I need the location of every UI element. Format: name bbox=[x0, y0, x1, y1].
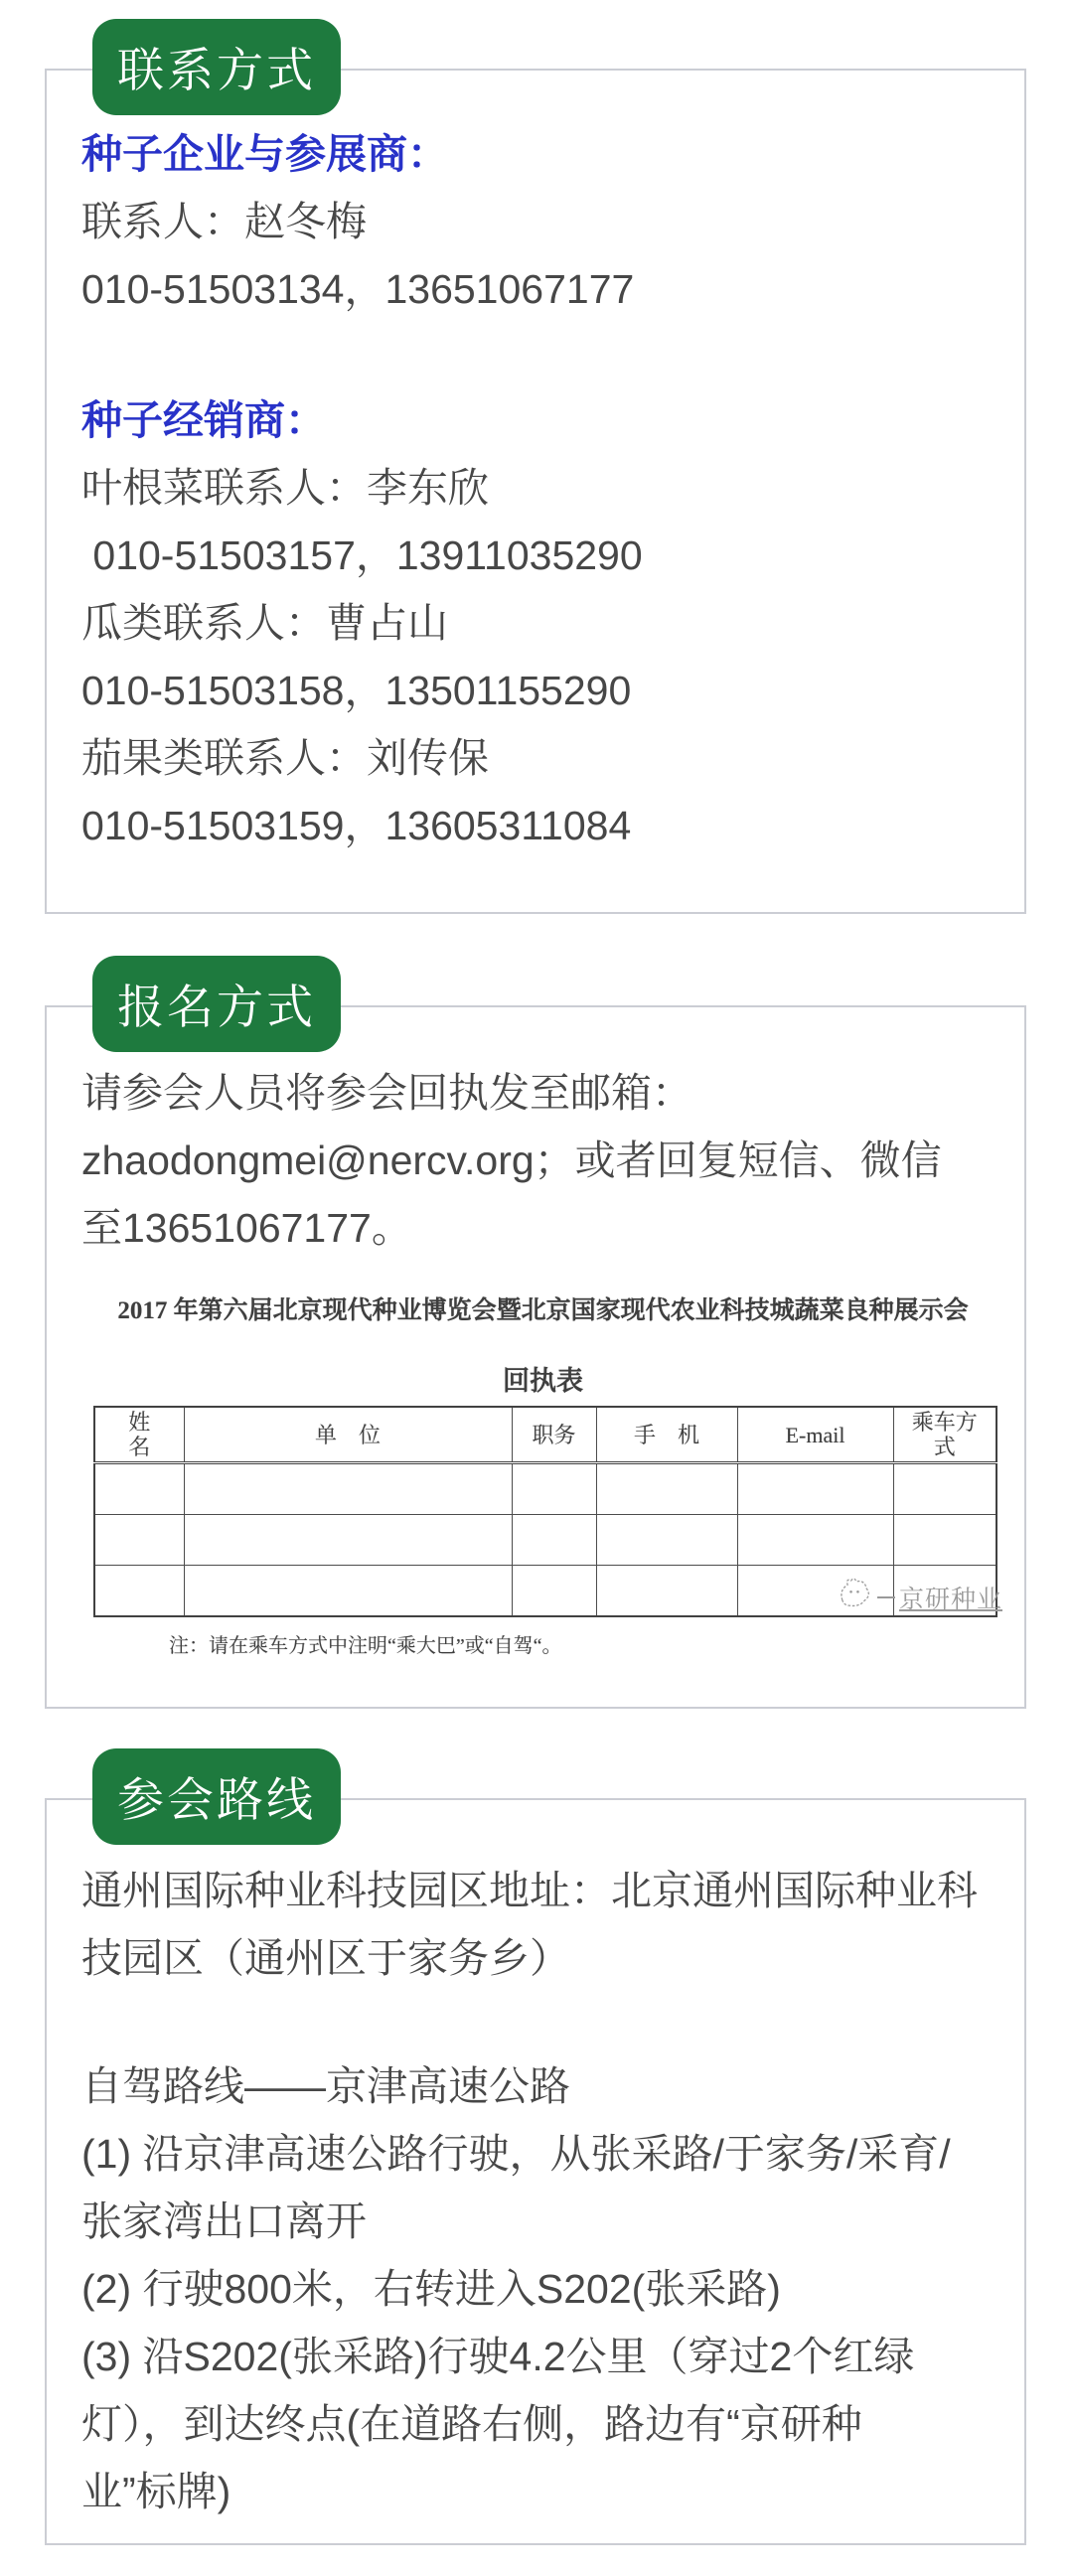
form-empty-cell bbox=[596, 1515, 737, 1566]
form-empty-cell bbox=[893, 1515, 996, 1566]
contact-badge: 联系方式 bbox=[92, 19, 341, 115]
form-empty-cell bbox=[512, 1566, 596, 1617]
form-empty-cell bbox=[737, 1463, 893, 1515]
contact-person-line: 叶根菜联系人：李东欣 bbox=[81, 465, 489, 511]
form-empty-cell bbox=[94, 1463, 184, 1515]
reply-form-subtitle: 回执表 bbox=[503, 1366, 583, 1396]
contact-person-line: 瓜类联系人：曹占山 bbox=[81, 600, 448, 646]
route-step-line: 灯），到达终点(在道路右侧，路边有“京研种 bbox=[81, 2401, 862, 2447]
form-empty-cell bbox=[184, 1566, 512, 1617]
form-empty-cell bbox=[512, 1463, 596, 1515]
form-empty-cell bbox=[596, 1463, 737, 1515]
watermark-dash bbox=[877, 1596, 895, 1598]
phone-line: 010-51503157，13911035290 bbox=[81, 532, 643, 578]
form-empty-cell bbox=[184, 1515, 512, 1566]
signup-instruction-line: 请参会人员将参会回执发至邮箱： bbox=[81, 1070, 692, 1116]
phone-line: 010-51503159，13605311084 bbox=[81, 803, 632, 848]
form-empty-cell bbox=[737, 1515, 893, 1566]
column-header-name: 姓名 bbox=[94, 1407, 184, 1463]
route-card bbox=[45, 1773, 1026, 2545]
signup-phone-line: 至13651067177。 bbox=[81, 1205, 412, 1251]
form-empty-cell bbox=[94, 1515, 184, 1566]
form-header-row bbox=[94, 1407, 996, 1463]
route-step-line: (2) 行驶800米，右转进入S202(张采路) bbox=[81, 2266, 781, 2312]
column-header-mobile: 手 机 bbox=[596, 1407, 737, 1463]
form-empty-cell bbox=[184, 1463, 512, 1515]
route-step-line: (3) 沿S202(张采路)行驶4.2公里（穿过2个红绿 bbox=[81, 2334, 915, 2379]
seed-company-logo-icon bbox=[836, 1575, 873, 1619]
column-header-position: 职务 bbox=[512, 1407, 596, 1463]
article-page bbox=[0, 44, 1073, 2576]
reply-form-image bbox=[81, 1294, 1004, 1659]
phone-line: 010-51503134，13651067177 bbox=[81, 266, 635, 312]
column-header-organization: 单 位 bbox=[184, 1407, 512, 1463]
form-empty-cell bbox=[94, 1566, 184, 1617]
reply-form-note: 注：请在乘车方式中注明“乘大巴”或“自驾“。 bbox=[169, 1635, 562, 1657]
route-address-line: 技园区（通州区于家务乡） bbox=[81, 1935, 570, 1981]
column-header-email: E-mail bbox=[737, 1407, 893, 1463]
form-empty-cell bbox=[893, 1463, 996, 1515]
form-empty-cell bbox=[512, 1515, 596, 1566]
column-header-transport: 乘车方式 bbox=[893, 1407, 996, 1463]
form-empty-row bbox=[94, 1515, 996, 1566]
contact-group2-title: 种子经销商： bbox=[81, 397, 326, 443]
phone-line: 010-51503158，13501155290 bbox=[81, 668, 632, 713]
form-empty-cell bbox=[596, 1566, 737, 1617]
signup-card bbox=[45, 981, 1026, 1709]
route-step-line: 业”标牌) bbox=[81, 2469, 231, 2514]
signup-email-line: zhaodongmei@nercv.org；或者回复短信、微信 bbox=[81, 1137, 942, 1183]
contact-person-line: 联系人：赵冬梅 bbox=[81, 199, 367, 244]
watermark-text: 京研种业 bbox=[898, 1585, 1002, 1613]
route-step-line: (1) 沿京津高速公路行驶，从张采路/于家务/采育/ bbox=[81, 2131, 951, 2177]
route-step-line: 张家湾出口离开 bbox=[81, 2198, 367, 2244]
signup-badge: 报名方式 bbox=[92, 956, 341, 1052]
reply-form-title: 2017 年第六届北京现代种业博览会暨北京国家现代农业科技城蔬菜良种展示会 bbox=[117, 1297, 969, 1324]
contact-card bbox=[45, 44, 1026, 914]
contact-person-line: 茄果类联系人：刘传保 bbox=[81, 735, 489, 781]
contact-group1-title: 种子企业与参展商： bbox=[81, 131, 448, 177]
form-empty-row bbox=[94, 1463, 996, 1515]
route-drive-title: 自驾路线——京津高速公路 bbox=[81, 2063, 570, 2109]
route-address-line: 通州国际种业科技园区地址：北京通州国际种业科 bbox=[81, 1868, 978, 1913]
route-badge: 参会路线 bbox=[92, 1748, 341, 1845]
watermark bbox=[836, 1575, 1002, 1619]
